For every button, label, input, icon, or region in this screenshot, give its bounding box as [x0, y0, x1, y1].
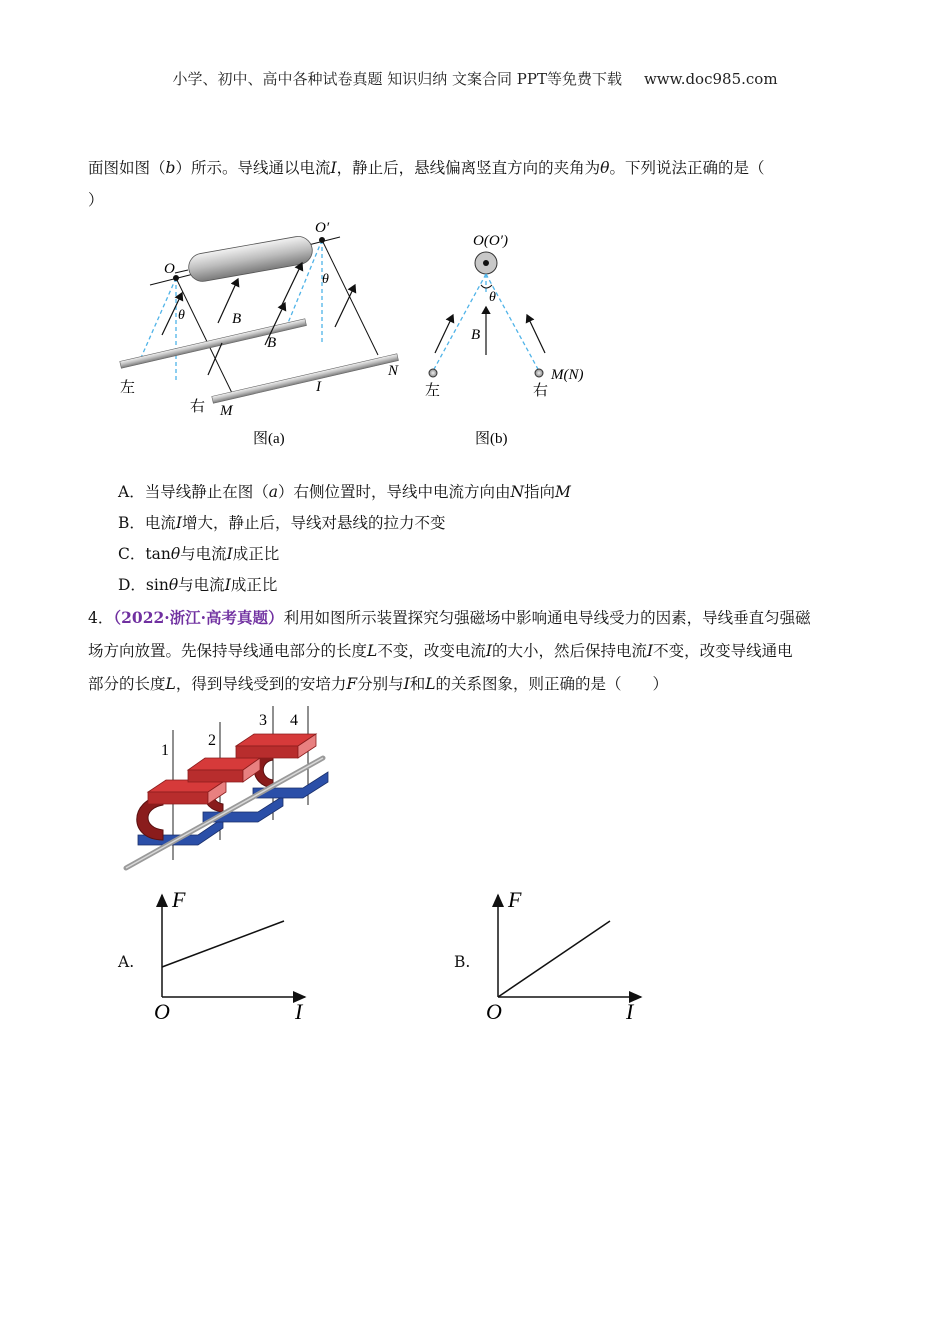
fig-b-theta: θ	[489, 290, 496, 305]
figure-b	[415, 225, 615, 455]
graph-a	[150, 885, 320, 1025]
q4-stem-line2: 场方向放置。先保持导线通电部分的长度L不变，改变电流I的大小，然后保持电流I不变，改变导线通电	[88, 642, 793, 660]
fig-a-label-right: 右	[190, 399, 206, 415]
magnet-label-3: 3	[259, 712, 267, 729]
q3-option-a[interactable]: A．当导线静止在图（a）右侧位置时，导线中电流方向由N指向M	[118, 483, 571, 501]
graph-b	[486, 885, 656, 1025]
header-site-link[interactable]: www.doc985.com	[643, 70, 778, 88]
q3-option-c[interactable]: C．tanθ与电流I成正比	[118, 545, 280, 563]
fig-b-label-right: 右	[533, 383, 549, 399]
magnet-label-4: 4	[290, 712, 298, 729]
fig-a-label-N: N	[388, 363, 399, 379]
graph-b-line	[498, 921, 610, 997]
fig-b-label-O: O(O′)	[473, 233, 508, 249]
header-ad-text: 小学、初中、高中各种试卷真题 知识归纳 文案合同 PPT等免费下载	[172, 70, 622, 88]
graph-b-label[interactable]: B.	[454, 953, 471, 971]
fig-a-label-M: M	[220, 403, 233, 419]
fig-a-label-B2: B	[267, 335, 277, 351]
q4-stem-line3: 部分的长度L，得到导线受到的安培力F分别与I和L的关系图象，则正确的是（ ）	[88, 675, 669, 693]
q3-stem-line1: 面图如图（b）所示。导线通以电流I，静止后，悬线偏离竖直方向的夹角为θ。下列说法正确的是（	[88, 159, 765, 177]
graph-b-y-label: F	[508, 887, 522, 912]
fig-b-label-MN: M(N)	[551, 367, 584, 383]
q3-option-d[interactable]: D．sinθ与电流I成正比	[118, 576, 278, 594]
magnet-label-2: 2	[208, 732, 216, 749]
fig-a-label-O-prime: O′	[315, 220, 330, 236]
page-header	[0, 68, 950, 89]
magnet-apparatus-figure	[118, 700, 338, 875]
q3-option-b[interactable]: B．电流I增大，静止后，导线对悬线的拉力不变	[118, 514, 446, 532]
fig-a-label-I: I	[316, 379, 321, 395]
q3-stem-line2: ）	[88, 191, 104, 209]
graph-a-x-label: I	[295, 999, 303, 1024]
graph-b-origin: O	[486, 999, 502, 1024]
fig-a-caption: 图(a)	[253, 431, 285, 447]
fig-a-label-O: O	[164, 261, 175, 277]
fig-b-label-left: 左	[425, 383, 441, 399]
fig-a-theta-2: θ	[322, 272, 329, 287]
q4-source-tag: （2022·浙江·高考真题）	[113, 608, 284, 627]
fig-a-theta-1: θ	[178, 308, 185, 323]
graph-a-origin: O	[154, 999, 170, 1024]
q4-stem-line1: 4．（2022·浙江·高考真题）利用如图所示装置探究匀强磁场中影响通电导线受力的因素，导线垂直匀强磁	[88, 608, 811, 627]
graph-a-label[interactable]: A.	[118, 953, 135, 971]
magnet-label-1: 1	[161, 742, 169, 759]
figure-a	[110, 215, 420, 455]
fig-b-label-B: B	[471, 327, 481, 343]
graph-a-y-label: F	[172, 887, 186, 912]
graph-a-line	[162, 921, 284, 967]
graph-b-x-label: I	[626, 999, 634, 1024]
fig-a-label-B1: B	[232, 311, 242, 327]
fig-b-caption: 图(b)	[475, 431, 508, 447]
fig-a-label-left: 左	[120, 380, 136, 396]
